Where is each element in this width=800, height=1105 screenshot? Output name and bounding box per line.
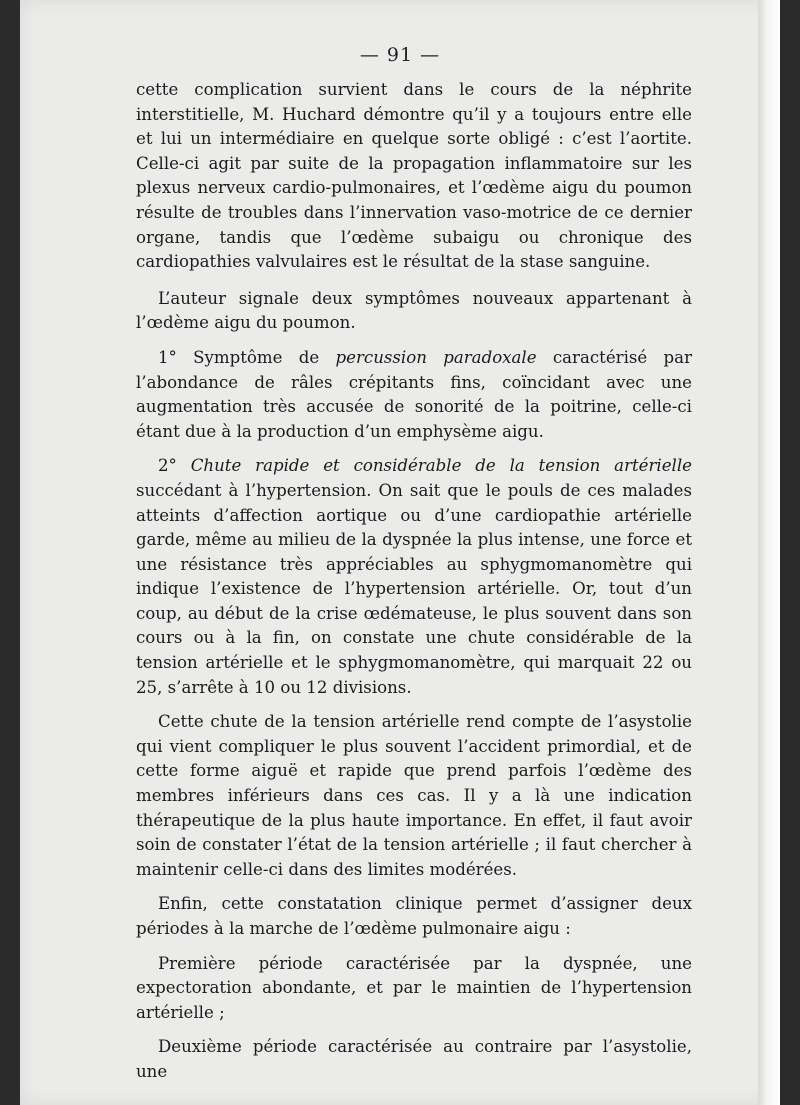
document-page [20,0,780,1105]
paragraph-4-rest: succédant à l’hypertension. On sait que le pouls de ces malades atteints d’affection aortique ou d’une cardiopathie artérielle garde, même au milieu de la dyspnée la plus intense, une force et une résistance très appréciables au sphygmomanomètre qui indique l’existence de l’hypertension artérielle. Or, tout d’un coup, au début de la crise œdémateuse, le plus souvent dans son cours ou à la fin, on constate une chute considérable de la tension artérielle et le sphygmomanomètre, qui marquait 22 ou 25, s’arrête à 10 ou 12 divisions. [136,480,692,697]
paragraph-5: Cette chute de la tension artérielle rend compte de l’asystolie qui vient compliquer le plus souvent l’accident primordial, et de cette forme aiguë et rapide que prend parfois l’œdème des membres inférieurs dans ces cas. Il y a là une indication thérapeutique de la plus haute importance. En effet, il faut avoir soin de constater l’état de la tension artérielle ; il faut chercher à maintenir celle-ci dans des limites modérées. [136,712,692,879]
page-edge [758,0,780,1105]
paragraph-3-lead: 1° Symptôme de [158,347,336,367]
paragraph-8: Deuxième période caractérisée au contraire par l’asystolie, une [136,1037,692,1081]
page-number: — 91 — [359,44,441,66]
paragraph-3-rest: caractérisé par l’abondance de râles crépitants fins, coïncidant avec une augmentation très accusée de sonorité de la poitrine, celle-ci étant due à la production d’un emphysème aigu. [136,347,692,441]
paragraph-6: Enfin, cette constatation clinique permet d’assigner deux périodes à la marche de l’œdème pulmonaire aigu : [136,894,692,938]
paragraph-1: cette complication survient dans le cours de la néphrite interstitielle, M. Huchard démontre qu’il y a toujours entre elle et lui un intermédiaire en quelque sorte obligé : c’est l’aortite. Celle-ci agit par suite de la propagation inflammatoire sur les plexus nerveux cardio-pulmonaires, et l’œdème aigu du poumon résulte de troubles dans l’innervation vaso-motrice de ce dernier organe, tandis que l’œdème subaigu ou chronique des cardiopathies valvulaires est le résultat de la stase sanguine. [136,80,692,272]
body-text [136,78,692,1095]
paragraph-7: Première période caractérisée par la dyspnée, une expectoration abondante, et par le maintien de l’hypertension artérielle ; [136,953,692,1022]
paragraph-4-italic: Chute rapide et considérable de la tension artérielle [190,456,692,476]
paragraph-3-italic: percussion paradoxale [335,347,537,367]
paragraph-4-lead: 2° [158,456,191,476]
paragraph-4 [136,454,692,700]
paragraph-3 [136,346,692,444]
paragraph-2: L’auteur signale deux symptômes nouveaux appartenant à l’œdème aigu du poumon. [136,288,692,333]
